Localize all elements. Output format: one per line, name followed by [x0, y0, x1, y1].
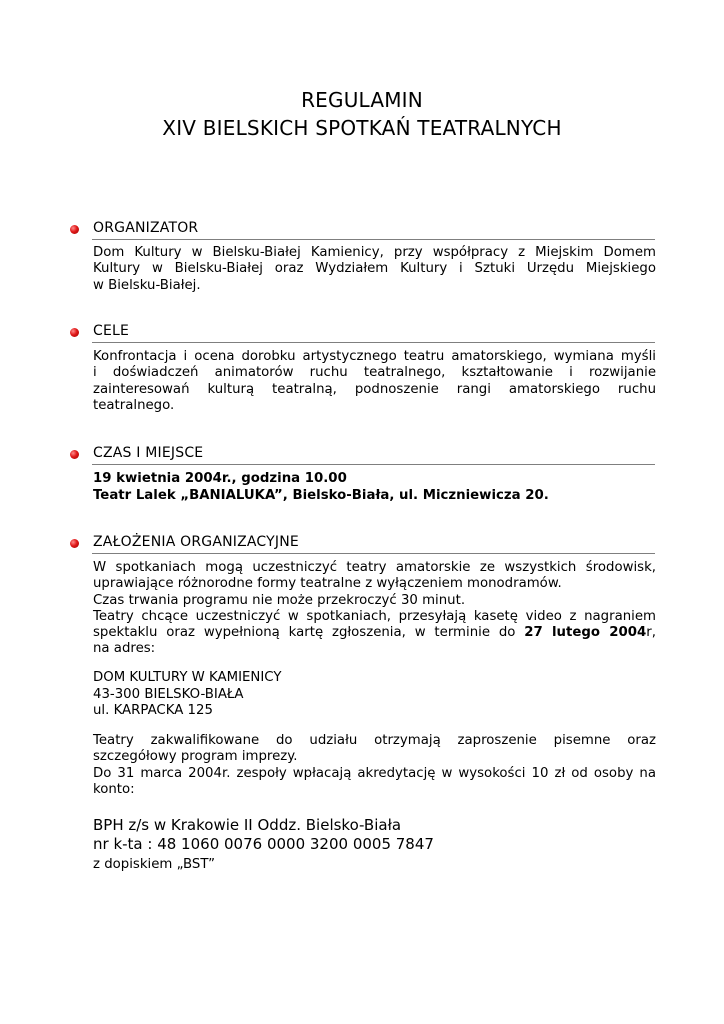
section-divider — [92, 342, 655, 343]
section-heading-czas — [70, 445, 655, 465]
section-title: ZAŁOŻENIA ORGANIZACYJNE — [93, 534, 299, 550]
address-line: DOM KULTURY W KAMIENICY — [93, 670, 282, 685]
text-line: Teatry zakwalifikowane do udziału otrzymają zaproszenie pisemne oraz — [93, 733, 656, 748]
address-line: 43-300 BIELSKO-BIAŁA — [93, 687, 244, 702]
text-line: uprawiające różnorodne formy teatralne z wyłączeniem monodramów. — [93, 576, 562, 592]
text-line: zainteresowań kulturą teatralną, podnoszenie rangi amatorskiego ruchu — [93, 381, 656, 397]
text-line: Teatry chcące uczestniczyć w spotkaniach, przesyłają kasetę video z nagraniem — [93, 608, 656, 624]
section-heading-organizator — [70, 220, 655, 240]
event-place: Teatr Lalek „BANIALUKA”, Bielsko-Biała, ul. Miczniewicza 20. — [93, 488, 549, 503]
text-line: Dom Kultury w Bielsku-Białej Kamienicy, przy współpracy z Miejskim Domem — [93, 245, 656, 260]
text-line: konto: — [93, 781, 135, 797]
red-sphere-bullet-icon — [70, 225, 79, 234]
section-divider — [92, 464, 655, 465]
zalozenia-text — [93, 560, 656, 658]
text-fragment: r, — [646, 625, 656, 641]
red-sphere-bullet-icon — [70, 328, 79, 337]
red-sphere-bullet-icon — [70, 539, 79, 548]
text-line: Konfrontacja i ocena dorobku artystycznego teatru amatorskiego, wymiana myśli — [93, 349, 656, 364]
qualification-text — [93, 733, 656, 798]
text-line: Czas trwania programu nie może przekroczyć 30 minut. — [93, 592, 466, 608]
text-line: i doświadczeń animatorów ruchu teatralnego, kształtowanie i rozwijanie — [93, 365, 656, 381]
text-line: Do 31 marca 2004r. zespoły wpłacają akredytację w wysokości 10 zł od osoby na — [93, 765, 656, 781]
red-sphere-bullet-icon — [70, 450, 79, 459]
cele-text — [93, 349, 656, 414]
bank-account-number: nr k-ta : 48 1060 0076 0000 3200 0005 7847 — [93, 835, 434, 853]
document-subtitle: XIV BIELSKICH SPOTKAŃ TEATRALNYCH — [162, 116, 562, 140]
text-line: na adres: — [93, 641, 156, 657]
text-line: w Bielsku-Białej. — [93, 277, 201, 293]
bank-name: BPH z/s w Krakowie II Oddz. Bielsko-Biała — [93, 816, 402, 834]
section-heading-cele — [70, 323, 655, 343]
section-title: CZAS I MIEJSCE — [93, 445, 204, 461]
section-title: CELE — [93, 323, 130, 339]
text-line: W spotkaniach mogą uczestniczyć teatry amatorskie ze wszystkich środowisk, — [93, 560, 656, 575]
event-date: 19 kwietnia 2004r., godzina 10.00 — [93, 471, 347, 486]
address-line: ul. KARPACKA 125 — [93, 703, 213, 718]
section-heading-zalozenia — [70, 534, 655, 554]
section-divider — [92, 553, 655, 554]
text-line: szczegółowy program imprezy. — [93, 749, 298, 765]
section-divider — [92, 239, 655, 240]
payment-note: z dopiskiem „BST” — [93, 857, 216, 872]
text-line: teatralnego. — [93, 397, 175, 413]
text-line: Kultury w Bielsku-Białej oraz Wydziałem Kultury i Sztuki Urzędu Miejskiego — [93, 261, 656, 277]
text-line — [93, 625, 656, 641]
section-title: ORGANIZATOR — [93, 220, 199, 236]
text-fragment: spektaklu oraz wypełnioną kartę zgłoszenia, w terminie do — [93, 625, 525, 641]
document-title: REGULAMIN — [301, 88, 423, 112]
deadline-date: 27 lutego 2004 — [524, 625, 647, 641]
organizator-text — [93, 245, 656, 294]
